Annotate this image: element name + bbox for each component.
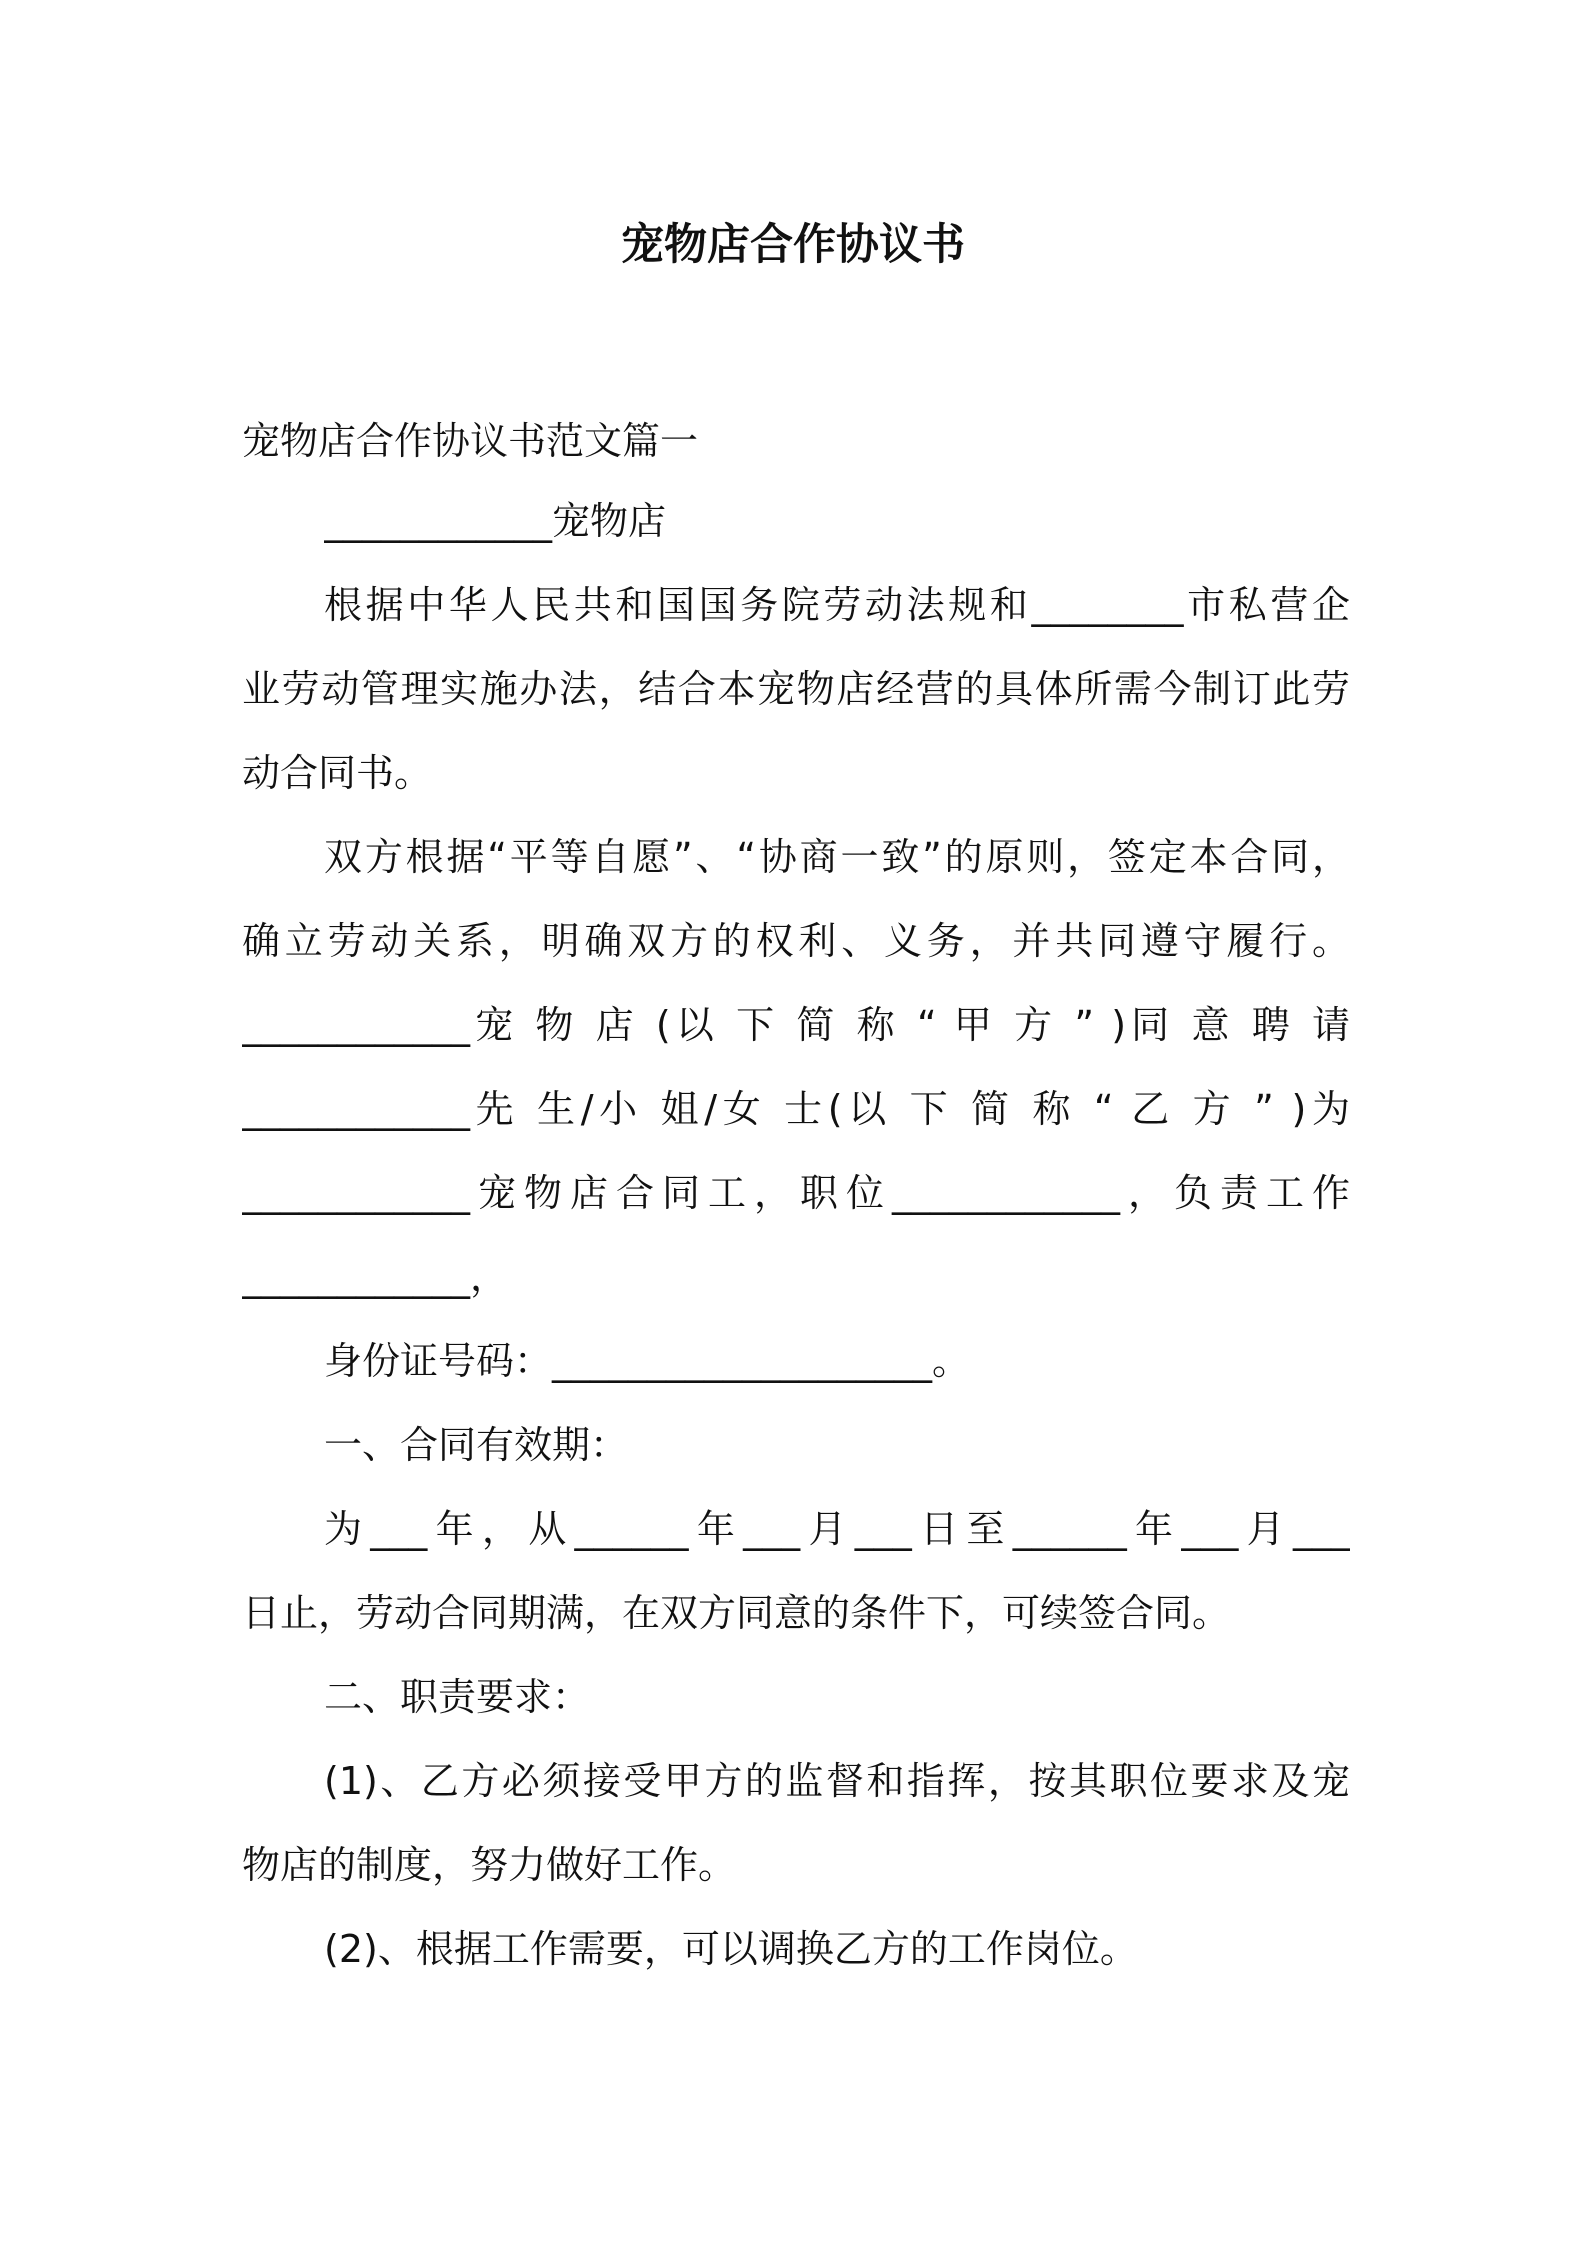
paragraph-line: 物店的制度，努力做好工作。: [242, 1843, 737, 1887]
paragraph-line: 根据中华人民共和国国务院劳动法规和________市私营企: [324, 583, 1350, 627]
clause-heading-validity: 一、合同有效期：: [324, 1423, 629, 1467]
paragraph-line: ____________，: [242, 1255, 509, 1299]
paragraph-line: 业劳动管理实施办法，结合本宠物店经营的具体所需今制订此劳: [242, 667, 1350, 711]
paragraph-line: ____________先 生/小 姐/女 士(以 下 简 称 “ 乙 方 ” )为: [242, 1087, 1350, 1131]
paragraph-line: ____________宠 物 店 (以 下 简 称 “ 甲 方 ” )同 意 聘 请: [242, 1003, 1350, 1047]
clause-heading-duties: 二、职责要求：: [324, 1675, 591, 1719]
document-title: 宠物店合作协议书: [621, 220, 965, 270]
paragraph-line: (1)、乙方必须接受甲方的监督和指挥，按其职位要求及宠: [324, 1759, 1350, 1803]
pet-shop-name-line: ____________宠物店: [324, 499, 667, 543]
id-number-line: 身份证号码：____________________。: [324, 1339, 971, 1383]
paragraph-line: (2)、根据工作需要，可以调换乙方的工作岗位。: [324, 1927, 1138, 1971]
paragraph-line: 双方根据“平等自愿”、“协商一致”的原则，签定本合同，: [324, 835, 1350, 879]
paragraph-line: ____________宠物店合同工，职位____________，负责工作: [242, 1171, 1350, 1215]
paragraph-line: 动合同书。: [242, 751, 433, 795]
section-heading: 宠物店合作协议书范文篇一: [242, 419, 699, 463]
paragraph-line: 为___年，从______年___月___日至______年___月___: [324, 1507, 1350, 1551]
paragraph-line: 确立劳动关系，明确双方的权利、义务，并共同遵守履行。: [242, 919, 1350, 963]
paragraph-line: 日止，劳动合同期满，在双方同意的条件下，可续签合同。: [242, 1591, 1231, 1635]
